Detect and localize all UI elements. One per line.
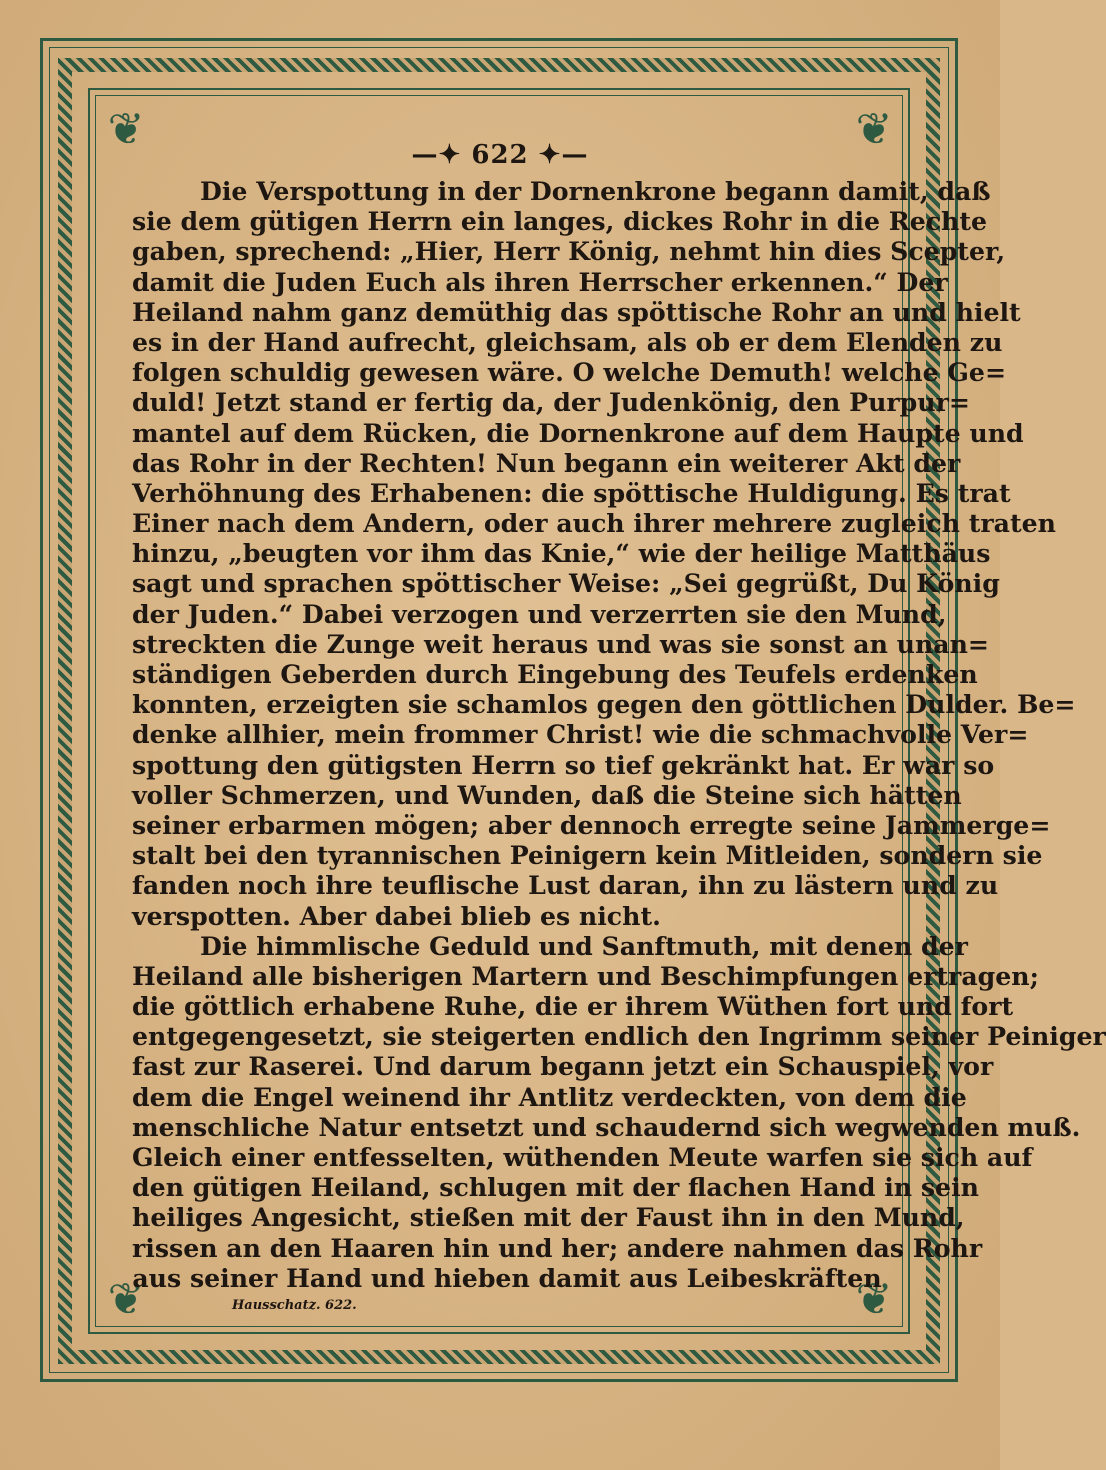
signature-mark: Hausschatz. 622. bbox=[232, 1298, 357, 1313]
text-line: mantel auf dem Rücken, die Dornenkrone auf dem Haupte und bbox=[132, 417, 1024, 448]
text-line: das Rohr in der Rechten! Nun begann ein weiterer Akt der bbox=[132, 447, 961, 478]
text-line: Gleich einer entfesselten, wüthenden Meute warfen sie sich auf bbox=[132, 1142, 1033, 1172]
page-number: —✦ 622 ✦— bbox=[411, 140, 589, 170]
text-line: voller Schmerzen, und Wunden, daß die Steine sich hätten bbox=[132, 779, 962, 810]
text-line: es in der Hand aufrecht, gleichsam, als ob er dem Elenden zu bbox=[132, 326, 1003, 357]
text-line: heiliges Angesicht, stießen mit der Faust ihn in den Mund, bbox=[132, 1202, 965, 1233]
fleuron-ornament-icon: ❦ bbox=[107, 1274, 145, 1325]
text-line: Heiland alle bisherigen Martern und Beschimpfungen ertragen; bbox=[132, 960, 1039, 991]
text-line: der Juden.“ Dabei verzogen und verzerrten sie den Mund, bbox=[132, 598, 947, 629]
text-line: Heiland nahm ganz demüthig das spöttische Rohr an und hielt bbox=[132, 296, 1021, 327]
text-line: duld! Jetzt stand er fertig da, der Judenkönig, den Purpur= bbox=[132, 387, 970, 418]
fleuron-ornament-icon: ❦ bbox=[855, 104, 893, 155]
text-line: Die Verspottung in der Dornenkrone begann damit, daß bbox=[200, 176, 991, 206]
text-line: sagt und sprachen spöttischer Weise: „Sei gegrüßt, Du König bbox=[132, 568, 1000, 599]
text-line: den gütigen Heiland, schlugen mit der flachen Hand in sein bbox=[132, 1172, 979, 1203]
text-line: konnten, erzeigten sie schamlos gegen den göttlichen Dulder. Be= bbox=[132, 689, 1076, 720]
text-line: entgegengesetzt, sie steigerten endlich den Ingrimm seiner Peiniger bbox=[132, 1021, 1106, 1052]
text-line: spottung den gütigsten Herrn so tief gekränkt hat. Er war so bbox=[132, 749, 995, 780]
body-text bbox=[132, 176, 1106, 1293]
text-line: gaben, sprechend: „Hier, Herr König, nehmt hin dies Scepter, bbox=[132, 236, 1006, 267]
text-line: verspotten. Aber dabei blieb es nicht. bbox=[132, 900, 661, 931]
text-line: Einer nach dem Andern, oder auch ihrer mehrere zugleich traten bbox=[132, 508, 1056, 539]
text-line: ständigen Geberden durch Eingebung des Teufels erdenken bbox=[132, 659, 978, 689]
text-line: folgen schuldig gewesen wäre. O welche Demuth! welche Ge= bbox=[132, 357, 1007, 388]
text-line: fanden noch ihre teuflische Lust daran, ihn zu lästern und zu bbox=[132, 870, 999, 901]
text-line: aus seiner Hand und hieben damit aus Leibeskräften bbox=[132, 1262, 882, 1293]
text-line: sie dem gütigen Herrn ein langes, dickes Rohr in die Rechte bbox=[132, 206, 988, 237]
fleuron-ornament-icon: ❦ bbox=[107, 104, 145, 155]
text-line: damit die Juden Euch als ihren Herrscher erkennen.“ Der bbox=[132, 266, 948, 297]
text-line: Verhöhnung des Erhabenen: die spöttische Huldigung. Es trat bbox=[132, 477, 1011, 508]
text-line: denke allhier, mein frommer Christ! wie die schmachvolle Ver= bbox=[132, 719, 1029, 750]
text-line: dem die Engel weinend ihr Antlitz verdeckten, von dem die bbox=[132, 1081, 967, 1112]
text-line: rissen an den Haaren hin und her; andere nahmen das Rohr bbox=[132, 1232, 983, 1263]
text-line: stalt bei den tyrannischen Peinigern kein Mitleiden, sondern sie bbox=[132, 840, 1043, 871]
text-line: fast zur Raserei. Und darum begann jetzt ein Schauspiel, vor bbox=[132, 1051, 994, 1082]
text-line: streckten die Zunge weit heraus und was sie sonst an unan= bbox=[132, 628, 990, 659]
text-line: die göttlich erhabene Ruhe, die er ihrem Wüthen fort und fort bbox=[132, 991, 1014, 1022]
text-line: hinzu, „beugten vor ihm das Knie,“ wie der heilige Matthäus bbox=[132, 538, 991, 569]
text-line: menschliche Natur entsetzt und schaudernd sich wegwenden muß. bbox=[132, 1111, 1081, 1142]
fleuron-ornament-icon: ❦ bbox=[855, 1274, 893, 1325]
text-line: seiner erbarmen mögen; aber dennoch erregte seine Jammerge= bbox=[132, 809, 1051, 840]
text-line: Die himmlische Geduld und Sanftmuth, mit denen der bbox=[200, 930, 968, 961]
